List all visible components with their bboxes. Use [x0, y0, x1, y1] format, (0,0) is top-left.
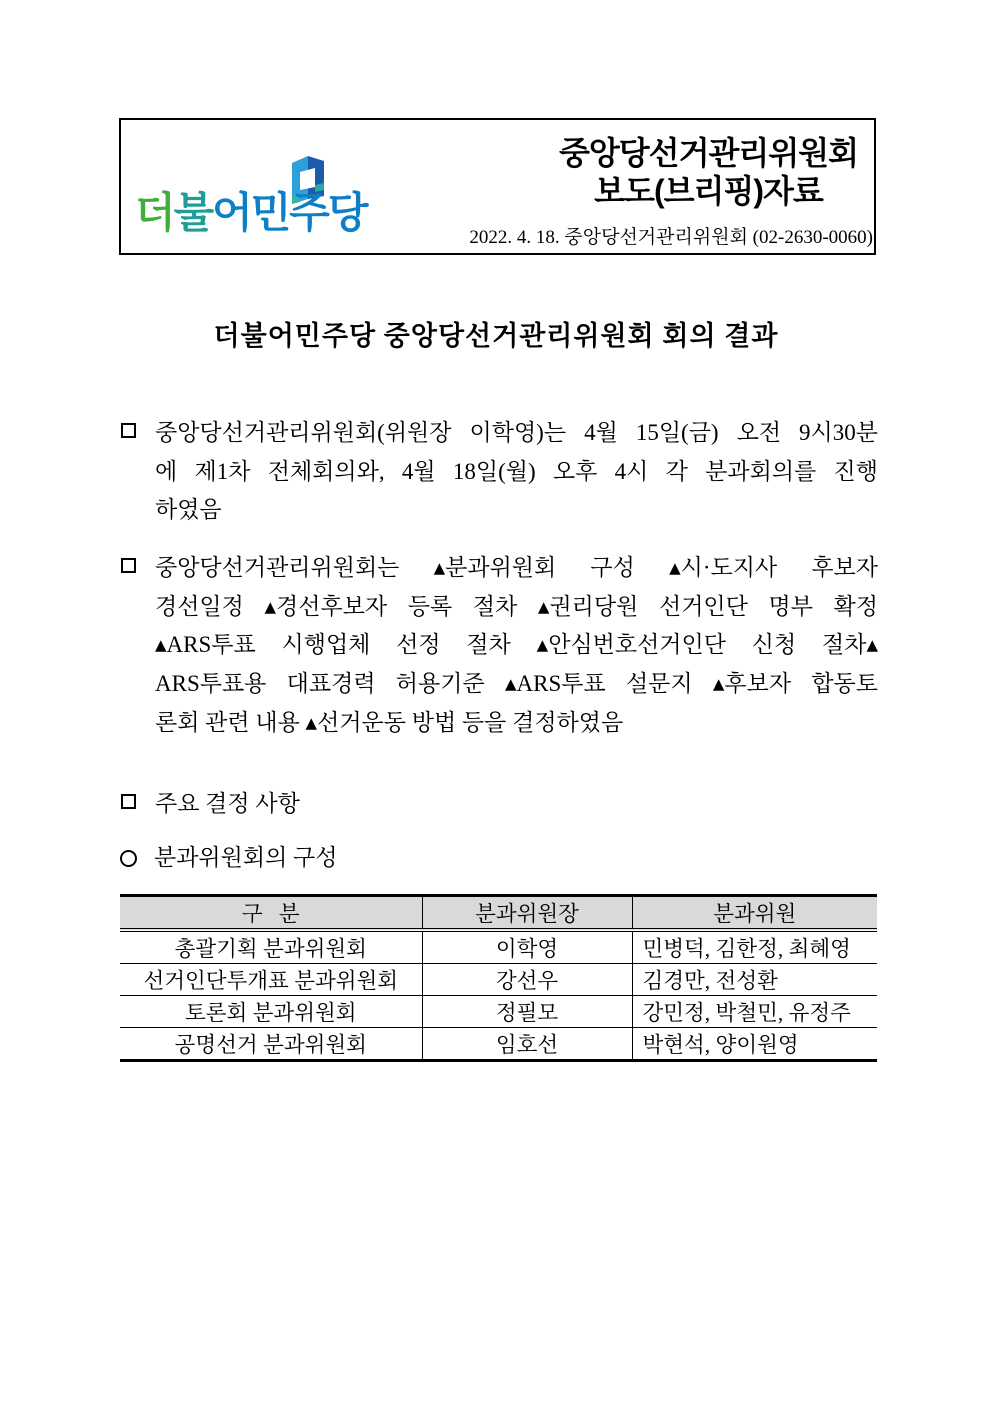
bullet-paragraph-decisions [120, 549, 878, 743]
table-cell: 토론회 분과위원회 [120, 996, 422, 1028]
document-title: 더불어민주당 중앙당선거관리위원회 회의 결과 [213, 321, 779, 351]
header-box [119, 118, 876, 255]
table-cell: 민병덕, 김한정, 최혜영 [632, 930, 877, 964]
column-header-chair: 분과위원장 [422, 896, 632, 931]
paragraph-line: 론회 관련 내용 ▴선거운동 방법 등을 결정하였음 [155, 709, 624, 735]
table-cell: 선거인단투개표 분과위원회 [120, 964, 422, 996]
square-bullet-icon [121, 423, 136, 438]
table-row [120, 1028, 877, 1061]
logo-chars-blue: 어민주당 [212, 189, 367, 236]
header-dateline: 2022. 4. 18. 중앙당선거관리위원회 (02-2630-0060) [469, 227, 873, 248]
table-cell: 김경만, 전성환 [632, 964, 877, 996]
paragraph-line: 경선일정 ▴경선후보자 등록 절차 ▴권리당원 선거인단 명부 확정 [155, 593, 878, 619]
paragraph-line: 중앙당선거관리위원회(위원장 이학영)는 4월 15일(금) 오전 9시30분 [155, 420, 878, 445]
logo-char-green: 더 [135, 189, 174, 236]
column-header-category: 구 분 [120, 896, 422, 931]
paragraph-line: 에 제1차 전체회의와, 4월 18일(월) 오후 4시 각 분과회의를 진행 [155, 458, 878, 484]
subsection-heading [120, 840, 878, 876]
header-title-line2: 보도(브리핑)자료 [594, 173, 823, 209]
paragraph-line: ▴ARS투표 시행업체 선정 절차 ▴안심번호선거인단 신청 절차▴ [155, 632, 878, 658]
logo-wordmark [135, 189, 367, 236]
table-cell: 강민정, 박철민, 유정주 [632, 996, 877, 1028]
paragraph-line: 하였음 [155, 497, 222, 523]
table-row [120, 930, 877, 964]
logo-char-teal: 불 [173, 189, 213, 236]
header-title-line1: 중앙당선거관리위원회 [558, 135, 859, 171]
table-cell: 강선우 [422, 964, 632, 996]
table-cell: 박현석, 양이원영 [632, 1028, 877, 1061]
table-cell: 총괄기획 분과위원회 [174, 937, 367, 961]
table-row [120, 964, 877, 996]
circle-bullet-icon [120, 850, 137, 867]
committee-table [120, 894, 877, 1062]
party-logo [133, 148, 433, 248]
table-cell: 정필모 [422, 996, 632, 1028]
bullet-paragraph-meetings [120, 414, 878, 530]
table-header-row [120, 896, 877, 931]
table-cell: 공명선거 분과위원회 [120, 1028, 422, 1061]
table-row [120, 996, 877, 1028]
bullet-heading-key-decisions [120, 785, 878, 824]
square-bullet-icon [121, 794, 136, 809]
subsection-label: 분과위원회의 구성 [154, 845, 338, 870]
paragraph-line: 주요 결정 사항 [155, 791, 300, 816]
column-header-members: 분과위원 [632, 896, 877, 931]
header-title [436, 134, 981, 210]
paragraph-line: ARS투표용 대표경력 허용기준 ▴ARS투표 설문지 ▴후보자 합동토 [155, 671, 878, 697]
square-bullet-icon [121, 558, 136, 573]
paragraph-line: 중앙당선거관리위원회는 ▴분과위원회 구성 ▴시·도지사 후보자 [155, 555, 878, 580]
table-cell: 이학영 [422, 930, 632, 964]
table-cell: 임호선 [422, 1028, 632, 1061]
